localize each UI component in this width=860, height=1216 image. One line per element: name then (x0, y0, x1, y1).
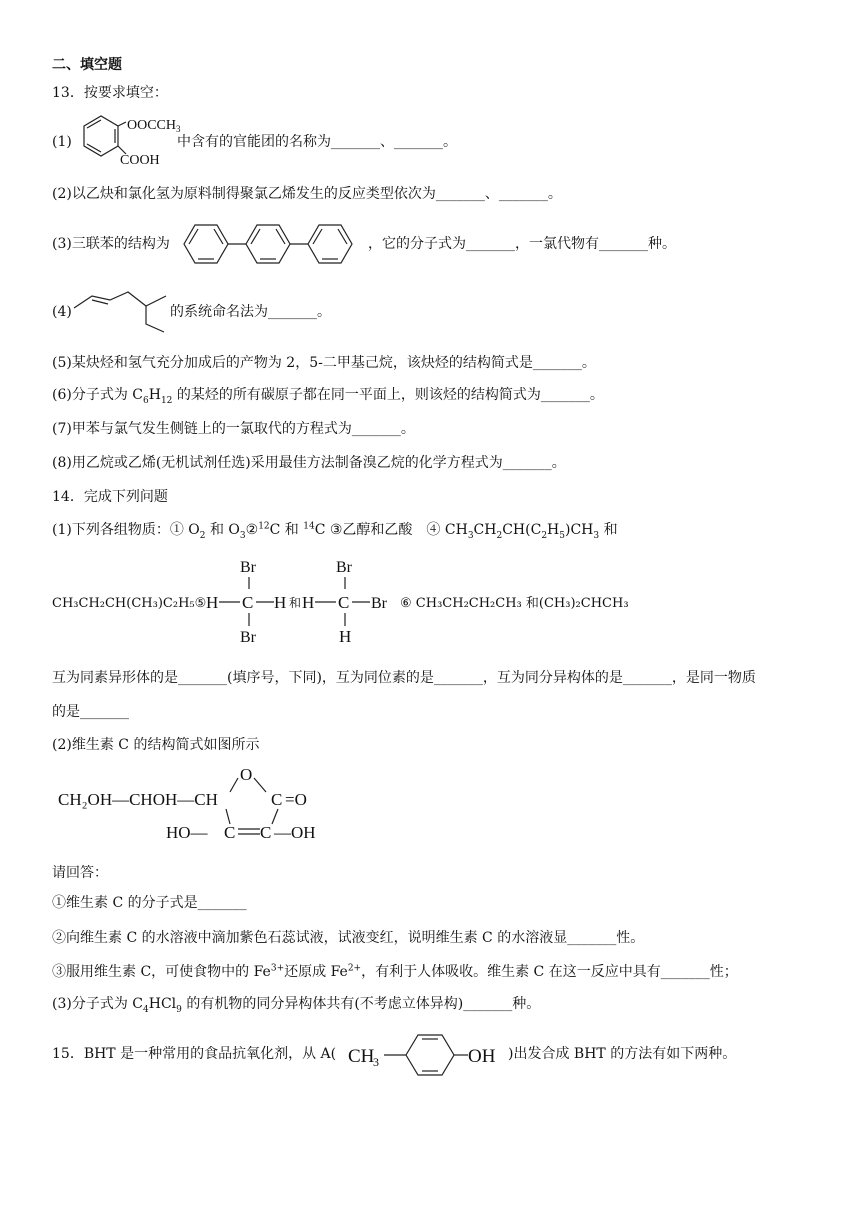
section-title: 二、填空题 (52, 57, 122, 73)
q14-part1-question-line1: 互为同素异形体的是_______(填序号，下同)，互为同位素的是_______，互为同分异构体的是_______，是同一物质 (52, 670, 756, 686)
q14-ask: 请回答： (52, 865, 108, 881)
svg-text:—OH: —OH (274, 823, 316, 842)
q14-part1-line2-right: ⑥ CH₃CH₂CH₂CH₃ 和(CH₃)₂CHCH₃ (400, 596, 629, 611)
q13-part4-suffix: 的系统命名法为_______。 (170, 304, 331, 320)
aspirin-bottom-group: COOH (120, 153, 160, 168)
svg-text:H: H (206, 593, 219, 612)
q13-part5: (5)某炔烃和氢气充分加成后的产物为 2，5-二甲基己烷，该炔烃的结构简式是_______。 (52, 355, 596, 371)
question-13-head: 13．按要求填空： (52, 85, 168, 101)
q13-part1-text: 中含有的官能团的名称为_______、_______。 (177, 134, 457, 150)
q14-part1-question-line2: 的是_______ (52, 704, 129, 720)
svg-text:3: 3 (373, 1055, 379, 1069)
svg-text:C: C (338, 593, 350, 612)
q13-part4-prefix: (4) (52, 304, 72, 320)
svg-text:H: H (302, 593, 315, 612)
aspirin-structure (64, 112, 180, 170)
vitamin-c-structure (54, 762, 344, 846)
q13-part3-prefix: (3)三联苯的结构为 (52, 236, 170, 252)
svg-text:Br: Br (240, 559, 256, 576)
svg-text:H: H (339, 627, 352, 646)
q13-part1-prefix: (1) (52, 134, 72, 150)
terphenyl-structure (180, 218, 370, 270)
q14-part1-line2-left: CH₃CH₂CH(CH₃)C₂H₅⑤ (52, 596, 207, 611)
alkene-skeletal-structure (70, 280, 170, 336)
question-15-text-b: )出发合成 BHT 的方法有如下两种。 (508, 1046, 737, 1062)
aspirin-top-group: $OOCCH_3$ (127, 118, 181, 134)
dibromomethane-structures (204, 556, 404, 646)
q13-part3-suffix: ，它的分子式为_______，一氯代物有_______种。 (368, 236, 676, 252)
q13-part2: (2)以乙炔和氯化氢为原料制得聚氯乙烯发生的反应类型依次为_______、_______。 (52, 186, 562, 202)
question-14-head: 14．完成下列问题 (52, 489, 168, 505)
svg-text:OH: OH (468, 1046, 496, 1067)
q14-answer3: ③服用维生素 C，可使食物中的 $Fe^{3+}$还原成 $Fe^{2+}$，有利于人体吸收。维生素 C 在这一反应中具有_______性； (52, 963, 738, 980)
q13-part6: (6)分子式为 $C_6H_{12}$ 的某烃的所有碳原子都在同一平面上，则该烃的结构简式为_______。 (52, 387, 604, 406)
q14-part2: (2)维生素 C 的结构简式如图所示 (52, 737, 260, 753)
svg-text:C: C (224, 823, 236, 842)
svg-text:C: C (260, 823, 272, 842)
svg-text:Br: Br (336, 559, 352, 576)
question-15-text-a: 15．BHT 是一种常用的食品抗氧化剂，从 A( (52, 1046, 337, 1062)
svg-text:和: 和 (289, 596, 302, 610)
q14-answer2: ②向维生素 C 的水溶液中滴加紫色石蕊试液，试液变红，说明维生素 C 的水溶液显_______性。 (52, 930, 645, 946)
svg-text:CH₂OH—CHOH—CH: CH₂OH—CHOH—CH (58, 790, 218, 809)
svg-text:C: C (242, 593, 254, 612)
svg-text:HO—: HO— (166, 823, 208, 842)
q14-answer1: ①维生素 C 的分子式是_______ (52, 895, 247, 911)
p-cresol-structure (344, 1030, 514, 1080)
svg-text:Br: Br (240, 629, 256, 646)
q14-part3: (3)分子式为 $C_4HCl_9$ 的有机物的同分异构体共有(不考虑立体异构)_______种。 (52, 996, 541, 1015)
svg-text:C: C (271, 790, 283, 809)
svg-text:CH: CH (348, 1046, 375, 1067)
svg-text:Br: Br (371, 595, 387, 612)
svg-text:=O: =O (285, 790, 307, 809)
svg-text:H: H (274, 593, 287, 612)
svg-text:O: O (240, 765, 253, 784)
q14-part1-line1: (1)下列各组物质：① $O_2$ 和 $O_3②^{12}C$ 和 $^{14}$C ③乙醇和乙酸 ④ $CH_3CH_2CH(C_2H_5)CH_3$ 和 (52, 521, 618, 541)
q13-part8: (8)用乙烷或乙烯(无机试剂任选)采用最佳方法制备溴乙烷的化学方程式为_______。 (52, 455, 566, 471)
q13-part7: (7)甲苯与氯气发生侧链上的一氯取代的方程式为_______。 (52, 421, 415, 437)
